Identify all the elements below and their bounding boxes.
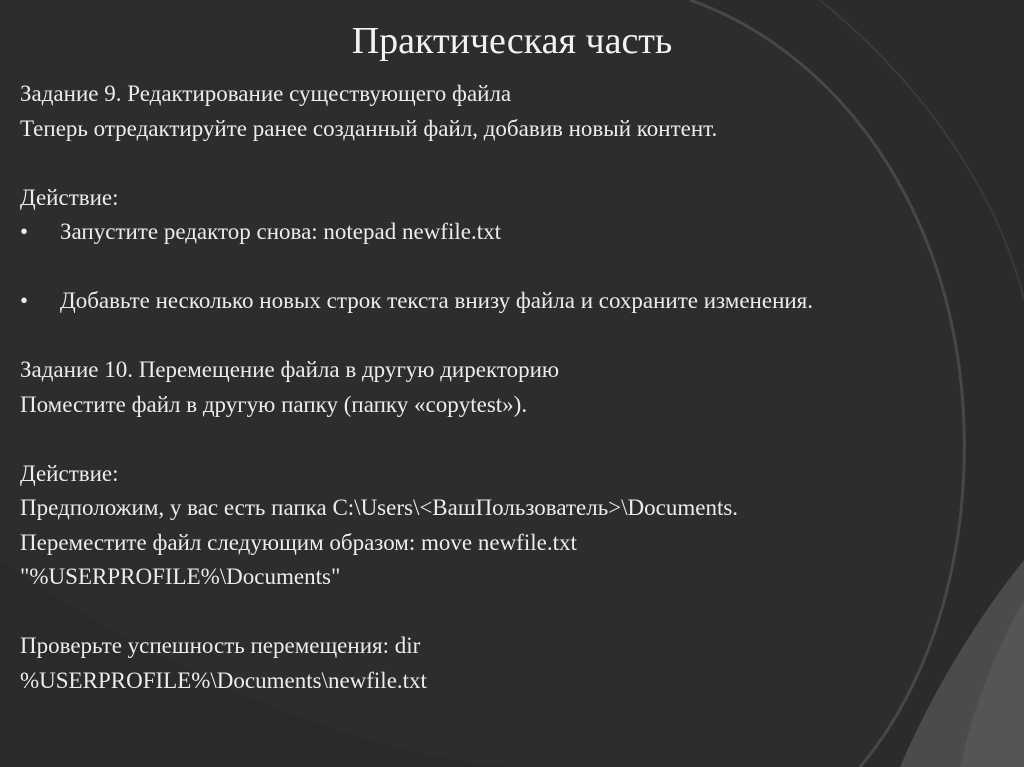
task10-check-line-1: Проверьте успешность перемещения: dir [20,633,421,658]
task9-heading: Задание 9. Редактирование существующего файла [20,81,512,106]
step-text: Запустите редактор снова: notepad newfile.txt [60,219,501,244]
task10-line-2: Переместите файл следующим образом: move newfile.txt [20,529,577,555]
spacer [20,250,1010,285]
slide-title: Практическая часть [351,20,673,62]
spacer [20,595,1010,630]
spacer [20,146,1010,181]
task9-step-2 [20,284,1010,319]
spacer [20,422,1010,457]
spacer [20,319,1010,354]
task10-description: Поместите файл в другую папку (папку «copytest»). [20,391,528,417]
slide-body [20,77,1010,698]
task10-check-line-2: %USERPROFILE%\Documents\newfile.txt [20,667,427,693]
task9-step-1 [20,215,1010,250]
task9-action-label: Действие: [20,184,119,210]
task9-description: Теперь отредактируйте ранее созданный файл, добавив новый контент. [20,115,718,141]
task10-heading: Задание 10. Перемещение файла в другую директорию [20,357,560,382]
task10-line-1: Предположим, у вас есть папка C:\Users\<ВашПользователь>\Documents. [20,495,739,520]
task10-action-label: Действие: [20,460,119,486]
bullet-icon: • [20,219,29,244]
bullet-icon: • [20,288,29,313]
step-text: Добавьте несколько новых строк текста внизу файла и сохраните изменения. [60,288,814,313]
task10-line-3: "%USERPROFILE%\Documents" [20,564,341,589]
